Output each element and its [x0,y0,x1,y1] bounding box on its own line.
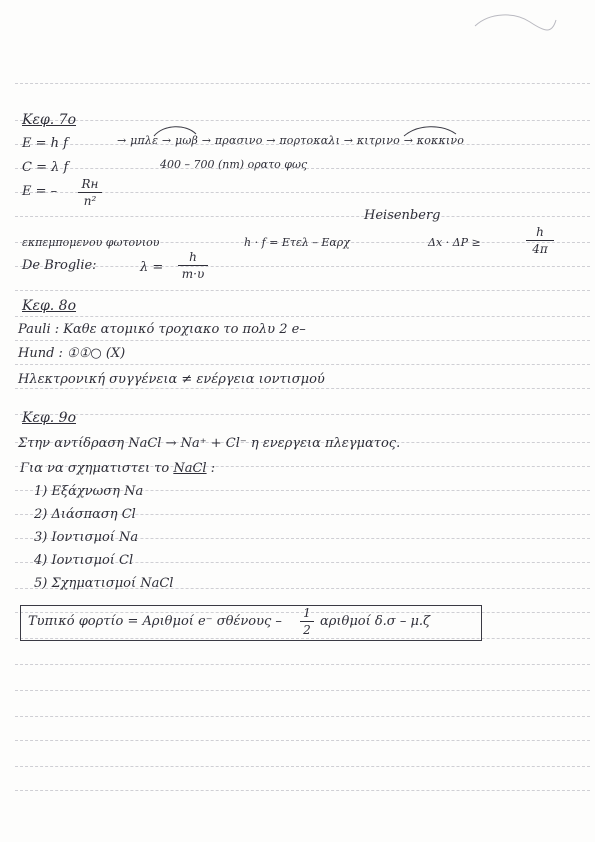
ruled-line [15,740,590,741]
uncertainty-denominator: 4π [532,242,548,256]
uncertainty-principle: Δx · ΔP ≥ [428,236,481,249]
lattice-energy-reaction: Στην αντίδραση NaCl → Na⁺ + Cl⁻ η ενεργεια πλεγματος. [18,436,401,451]
bohr-denominator: n² [83,194,97,208]
ruled-line [15,388,590,389]
heisenberg-label: Heisenberg [364,208,441,223]
bohr-energy-left: E = – [22,184,58,199]
corner-doodle [470,8,560,38]
visible-range: 400 – 700 (nm) ορατο φως [160,158,308,171]
ruled-line [15,414,590,415]
fraction-bar [526,240,554,241]
ruled-line [15,216,590,217]
bohr-numerator: Rн [81,177,99,191]
formation-intro-text: Για να σχηματιστει το [20,461,170,476]
formal-charge-right: αριθμοί δ.σ – μ.ζ [320,614,431,629]
formal-charge-left: Τυπικό φορτίο = Αριθμοί e⁻ σθένους – [28,614,282,629]
chapter-7-heading: Κεφ. 7ο [22,112,77,128]
fraction-bar [178,265,208,266]
formation-compound: NaCl [173,461,207,476]
de-broglie-label: De Broglie: [22,258,97,273]
ruled-line [15,364,590,365]
ruled-line [15,790,590,791]
de-broglie-fraction [178,250,208,281]
formation-intro [20,461,215,477]
photon-emitted-label: εκπεμπομενου φωτονιου [22,236,160,249]
chapter-8-heading: Κεφ. 8ο [22,298,77,314]
chapter-9-heading: Κεφ. 9ο [22,410,77,426]
electron-affinity-note: Ηλεκτρονική συγγένεια ≠ ενέργεια ιοντισμού [18,372,325,387]
ruled-line [15,664,590,665]
bohr-energy-fraction [78,177,102,208]
step-list-item: 2) Διάσπαση Cl [34,507,136,522]
fraction-bar [78,192,102,193]
de-broglie-equation: λ = [140,260,164,275]
pauli-principle: Pauli : Καθε ατομικό τροχιακο το πολυ 2 e– [18,322,306,337]
formation-intro-end: : [210,461,216,476]
de-broglie-numerator: h [189,250,197,264]
uncertainty-numerator: h [536,225,544,239]
formal-charge-denominator: 2 [303,623,311,637]
planck-equation: E = h f [22,136,68,151]
ruled-line [15,316,590,317]
hund-rule: Hund : ①①○ (X) [18,346,126,361]
formal-charge-fraction [300,606,314,637]
ruled-line [15,340,590,341]
photon-energy-equation: h · f = Eτελ – Eαρχ [244,236,350,249]
step-list-item: 3) Ιοντισμοί Na [34,530,139,545]
ruled-line [15,716,590,717]
ruled-line [15,83,590,84]
step-list-item: 1) Εξάχνωση Na [34,484,144,499]
fraction-bar [300,621,314,622]
uncertainty-fraction [526,225,554,256]
ruled-line [15,290,590,291]
spectrum-arc-arrow [150,124,200,138]
formal-charge-numerator: 1 [303,606,311,620]
ruled-line [15,766,590,767]
step-list-item: 4) Ιοντισμοί Cl [34,553,134,568]
step-list-item: 5) Σχηματισμοί NaCl [34,576,174,591]
color-spectrum-sequence: → μπλε → μωβ → πρασινο → πορτοκαλι → κιτρινο → κοκκινο [117,134,465,147]
ruled-line [15,266,590,267]
ruled-line [15,120,590,121]
de-broglie-denominator: m·υ [181,267,205,281]
ruled-line [15,690,590,691]
light-equation: C = λ f [22,160,69,175]
spectrum-arc-arrow-2 [400,124,460,138]
